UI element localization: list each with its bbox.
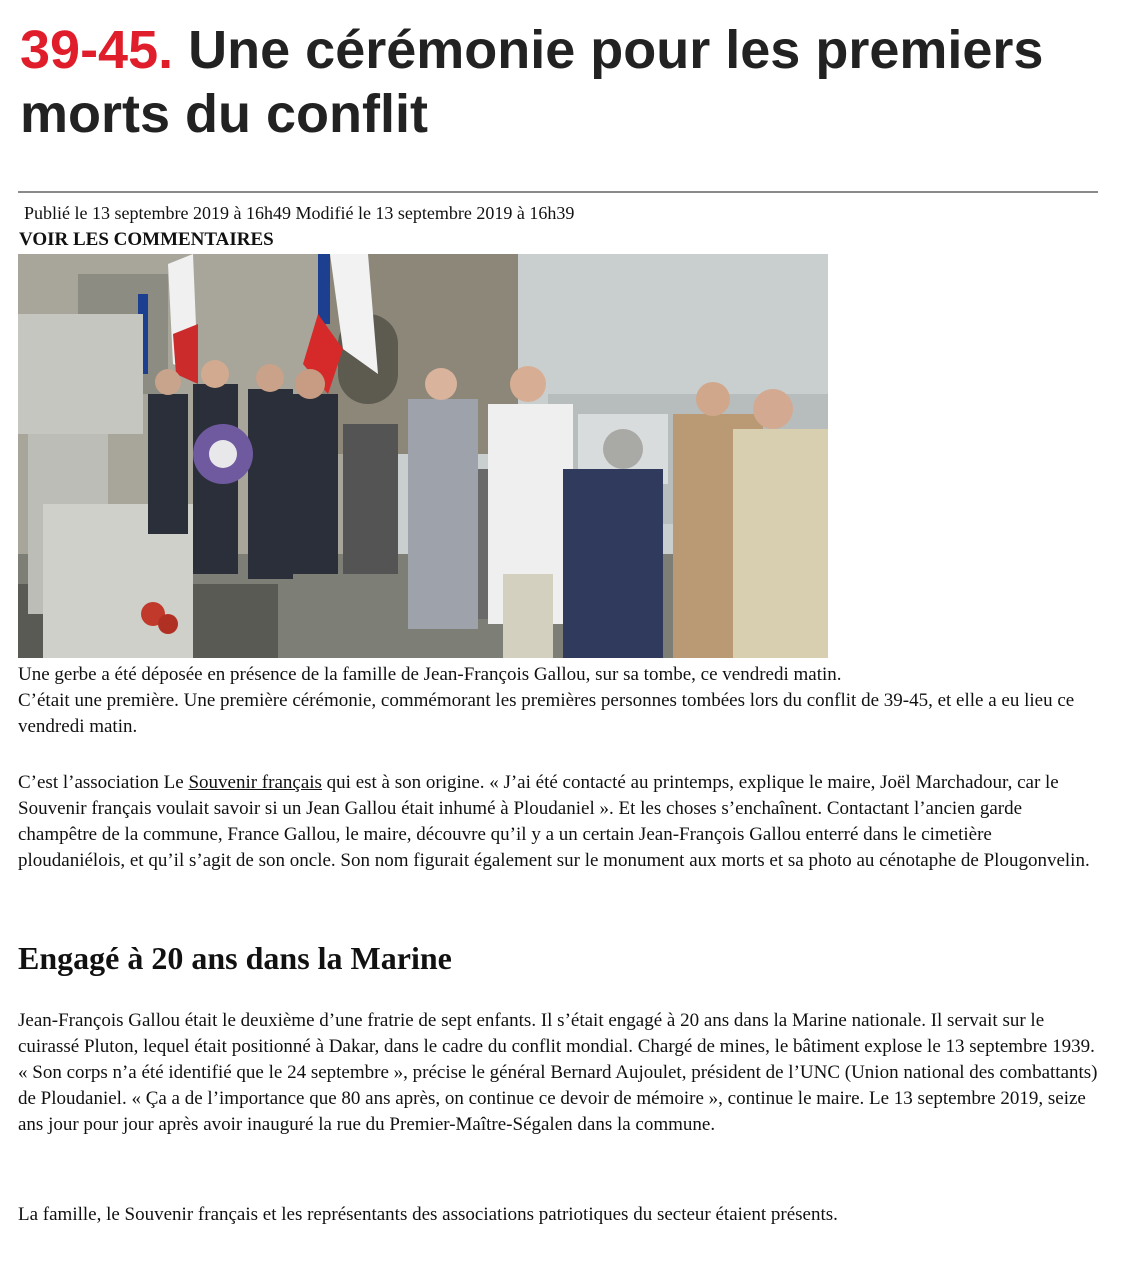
headline-kicker: 39-45. bbox=[20, 20, 174, 80]
headline-title: Une cérémonie pour les premiers morts du conflit bbox=[20, 20, 1044, 144]
publication-meta: Publié le 13 septembre 2019 à 16h49 Modifié le 13 septembre 2019 à 16h39 bbox=[24, 203, 575, 223]
photo-caption bbox=[18, 662, 1103, 740]
caption-text: Une gerbe a été déposée en présence de la famille de Jean-François Gallou, sur sa tombe, ce vendredi matin. bbox=[18, 664, 842, 685]
paragraph-closing: La famille, le Souvenir français et les représentants des associations patriotiques du secteur étaient présents. bbox=[18, 1204, 838, 1225]
article-photo bbox=[18, 254, 828, 658]
article-headline bbox=[20, 18, 1100, 146]
paragraph-origin-start: C’est l’association Le bbox=[18, 772, 189, 793]
view-comments-link[interactable]: VOIR LES COMMENTAIRES bbox=[19, 229, 274, 250]
souvenir-francais-link[interactable]: Souvenir français bbox=[188, 772, 322, 793]
paragraph-origin bbox=[18, 770, 1103, 874]
section-subheading: Engagé à 20 ans dans la Marine bbox=[18, 940, 452, 976]
headline-divider bbox=[18, 191, 1098, 193]
paragraph-intro: C’était une première. Une première cérémonie, commémorant les premières personnes tombées lors du conflit de 39-45, et elle a eu lieu ce vendredi matin. bbox=[18, 690, 1075, 737]
ceremony-photo-illustration bbox=[18, 254, 828, 658]
paragraph-origin-rest: qui est à son origine. « J’ai été contacté au printemps, explique le maire, Joël Marchadour, car le Souvenir français voulait savoir si un Jean Gallou était inhumé à Ploudaniel ». Et les choses s’enchaînent. Contactant l’ancien garde champêtre de la commune, France Gallou, le maire, découvre qu’il y a un certain Jean-François Gallou enterré dans le cimetière ploudaniélois, et qu’il s’agit de son oncle. Son nom figurait également sur le monument aux morts et sa photo au cénotaphe de Plougonvelin. bbox=[18, 772, 1090, 871]
paragraph-marine: Jean-François Gallou était le deuxième d’une fratrie de sept enfants. Il s’était engagé à 20 ans dans la Marine nationale. Il servait sur le cuirassé Pluton, lequel était positionné à Dakar, dans le cadre du conflit mondial. Chargé de mines, le bâtiment explose le 13 septembre 1939. « Son corps n’a été identifié que le 24 septembre », précise le général Bernard Aujoulet, président de l’UNC (Union national des combattants) de Ploudaniel. « Ça a de l’importance que 80 ans après, on continue ce devoir de mémoire », continue le maire. Le 13 septembre 2019, seize ans jour pour jour après avoir inauguré la rue du Premier-Maître-Ségalen dans la commune. bbox=[18, 1010, 1098, 1135]
